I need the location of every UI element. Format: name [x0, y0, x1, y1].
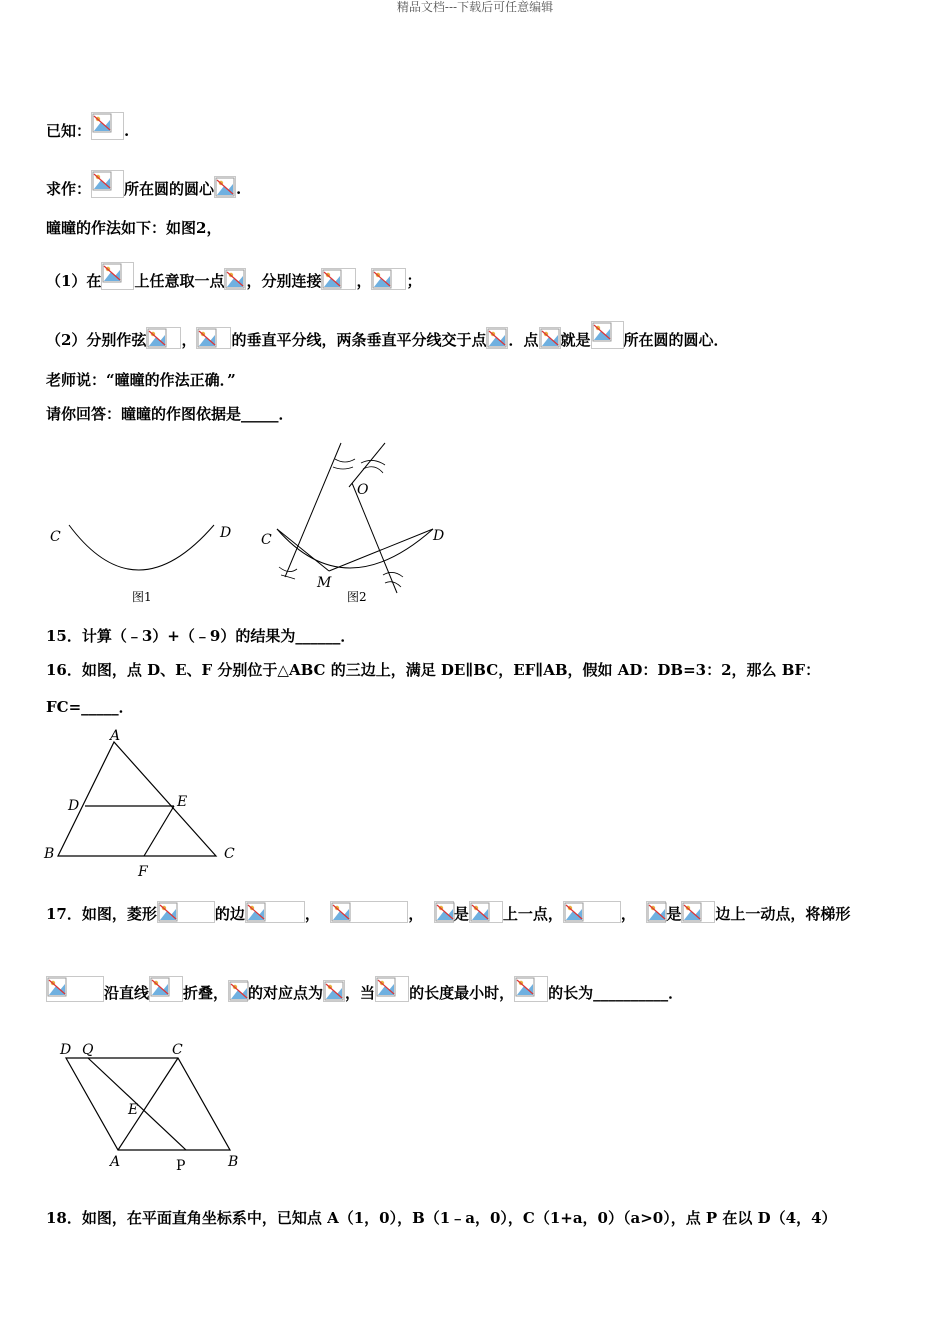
- label-E: E: [177, 794, 188, 810]
- formula-image-icon: [539, 327, 561, 349]
- question-16-line2: FC=_____．: [46, 698, 134, 716]
- figure-rhombus: [54, 1036, 254, 1176]
- label-C: C: [50, 529, 61, 545]
- label-A: A: [110, 1154, 121, 1170]
- label-B: B: [228, 1154, 239, 1170]
- formula-image-icon: [514, 976, 548, 1002]
- broken-image-icon: [470, 902, 490, 922]
- formula-image-icon: [245, 901, 305, 923]
- question-18: 18．如图，在平面直角坐标系中，已知点 A（1，0），B（1﹣a，0），C（1+a，0）（a>0），点 P 在以 D（4，4）: [46, 1209, 837, 1227]
- broken-image-icon: [487, 328, 507, 348]
- broken-image-icon: [229, 981, 249, 1001]
- broken-image-icon: [435, 902, 455, 922]
- formula-image-icon: [214, 176, 236, 198]
- question-15: 15．计算（﹣3）+（﹣9）的结果为______．: [46, 627, 356, 645]
- label-C: C: [224, 846, 235, 862]
- step1-line: （1）在 上任意取一点 ，分别连接 ， ；: [46, 262, 422, 293]
- formula-image-icon: [375, 976, 409, 1002]
- formula-image-icon: [224, 268, 246, 290]
- figure-caption: 图2: [347, 590, 367, 604]
- method-intro: 曈曈的作法如下：如图2，: [46, 219, 222, 237]
- broken-image-icon: [564, 902, 584, 922]
- formula-image-icon: [563, 901, 621, 923]
- broken-image-icon: [322, 269, 342, 289]
- label-C: C: [261, 532, 272, 548]
- formula-image-icon: [646, 901, 666, 923]
- formula-image-icon: [146, 327, 181, 349]
- step2-line: （2）分别作弦 ， 的垂直平分线，两条垂直平分线交于点 ．点 就是 所在圆的圆心．: [46, 321, 729, 352]
- formula-image-icon: [323, 980, 345, 1002]
- broken-image-icon: [376, 977, 396, 997]
- label-Q: Q: [82, 1042, 94, 1058]
- label-C: C: [172, 1042, 183, 1058]
- broken-image-icon: [331, 902, 351, 922]
- broken-image-icon: [515, 977, 535, 997]
- label-E: E: [128, 1102, 139, 1118]
- label-B: B: [44, 846, 55, 862]
- broken-image-icon: [540, 328, 560, 348]
- formula-image-icon: [91, 112, 124, 140]
- broken-image-icon: [647, 902, 667, 922]
- formula-image-icon: [101, 262, 134, 290]
- broken-image-icon: [92, 171, 112, 191]
- broken-image-icon: [225, 269, 245, 289]
- broken-image-icon: [47, 977, 67, 997]
- question-line: 请你回答：曈曈的作图依据是_____．: [46, 405, 294, 423]
- formula-image-icon: [469, 901, 503, 923]
- question-16-line1: 16．如图，点 D、E、F 分别位于△ABC 的三边上，满足 DE∥BC，EF∥AB，假如 AD：DB=3：2，那么 BF：: [46, 661, 821, 679]
- figure-caption: 图1: [132, 590, 152, 604]
- figure-1: [44, 515, 244, 607]
- label-A: A: [110, 728, 121, 744]
- broken-image-icon: [246, 902, 266, 922]
- broken-image-icon: [324, 981, 344, 1001]
- question-17-line2: 沿直线 折叠， 的对应点为 ，当 的长度最小时， 的长为__________．: [46, 976, 683, 1005]
- label-D: D: [220, 525, 232, 541]
- label-D: D: [60, 1042, 72, 1058]
- given-line: 已知： .: [46, 112, 129, 143]
- formula-image-icon: [149, 976, 183, 1002]
- formula-image-icon: [46, 976, 104, 1002]
- label-D: D: [433, 528, 445, 544]
- formula-image-icon: [91, 170, 124, 198]
- figure-2: [255, 437, 465, 607]
- formula-image-icon: [157, 901, 215, 923]
- broken-image-icon: [682, 902, 702, 922]
- formula-image-icon: [371, 268, 406, 290]
- formula-image-icon: [321, 268, 356, 290]
- broken-image-icon: [150, 977, 170, 997]
- broken-image-icon: [197, 328, 217, 348]
- formula-image-icon: [196, 327, 231, 349]
- find-line: 求作： 所在圆的圆心 .: [46, 170, 241, 201]
- formula-image-icon: [228, 980, 248, 1002]
- label-O: O: [357, 482, 369, 498]
- broken-image-icon: [102, 263, 122, 283]
- label-M: M: [317, 575, 332, 591]
- formula-image-icon: [486, 327, 508, 349]
- broken-image-icon: [92, 113, 112, 133]
- formula-image-icon: [591, 321, 624, 349]
- label-F: F: [138, 864, 148, 880]
- formula-image-icon: [434, 901, 454, 923]
- figure-triangle: [40, 726, 250, 882]
- page-header: 精品文档---下载后可任意编辑: [396, 0, 554, 14]
- broken-image-icon: [372, 269, 392, 289]
- broken-image-icon: [147, 328, 167, 348]
- broken-image-icon: [592, 322, 612, 342]
- teacher-line: 老师说：“曈曈的作法正确．”: [46, 371, 236, 389]
- formula-image-icon: [330, 901, 408, 923]
- broken-image-icon: [215, 177, 235, 197]
- broken-image-icon: [158, 902, 178, 922]
- label-D: D: [68, 798, 80, 814]
- label-P: P: [176, 1158, 186, 1174]
- question-17-line1: 17．如图，菱形 的边 ， ， 是 上一点， ， 是 边上一动点，将梯形: [46, 901, 850, 926]
- formula-image-icon: [681, 901, 715, 923]
